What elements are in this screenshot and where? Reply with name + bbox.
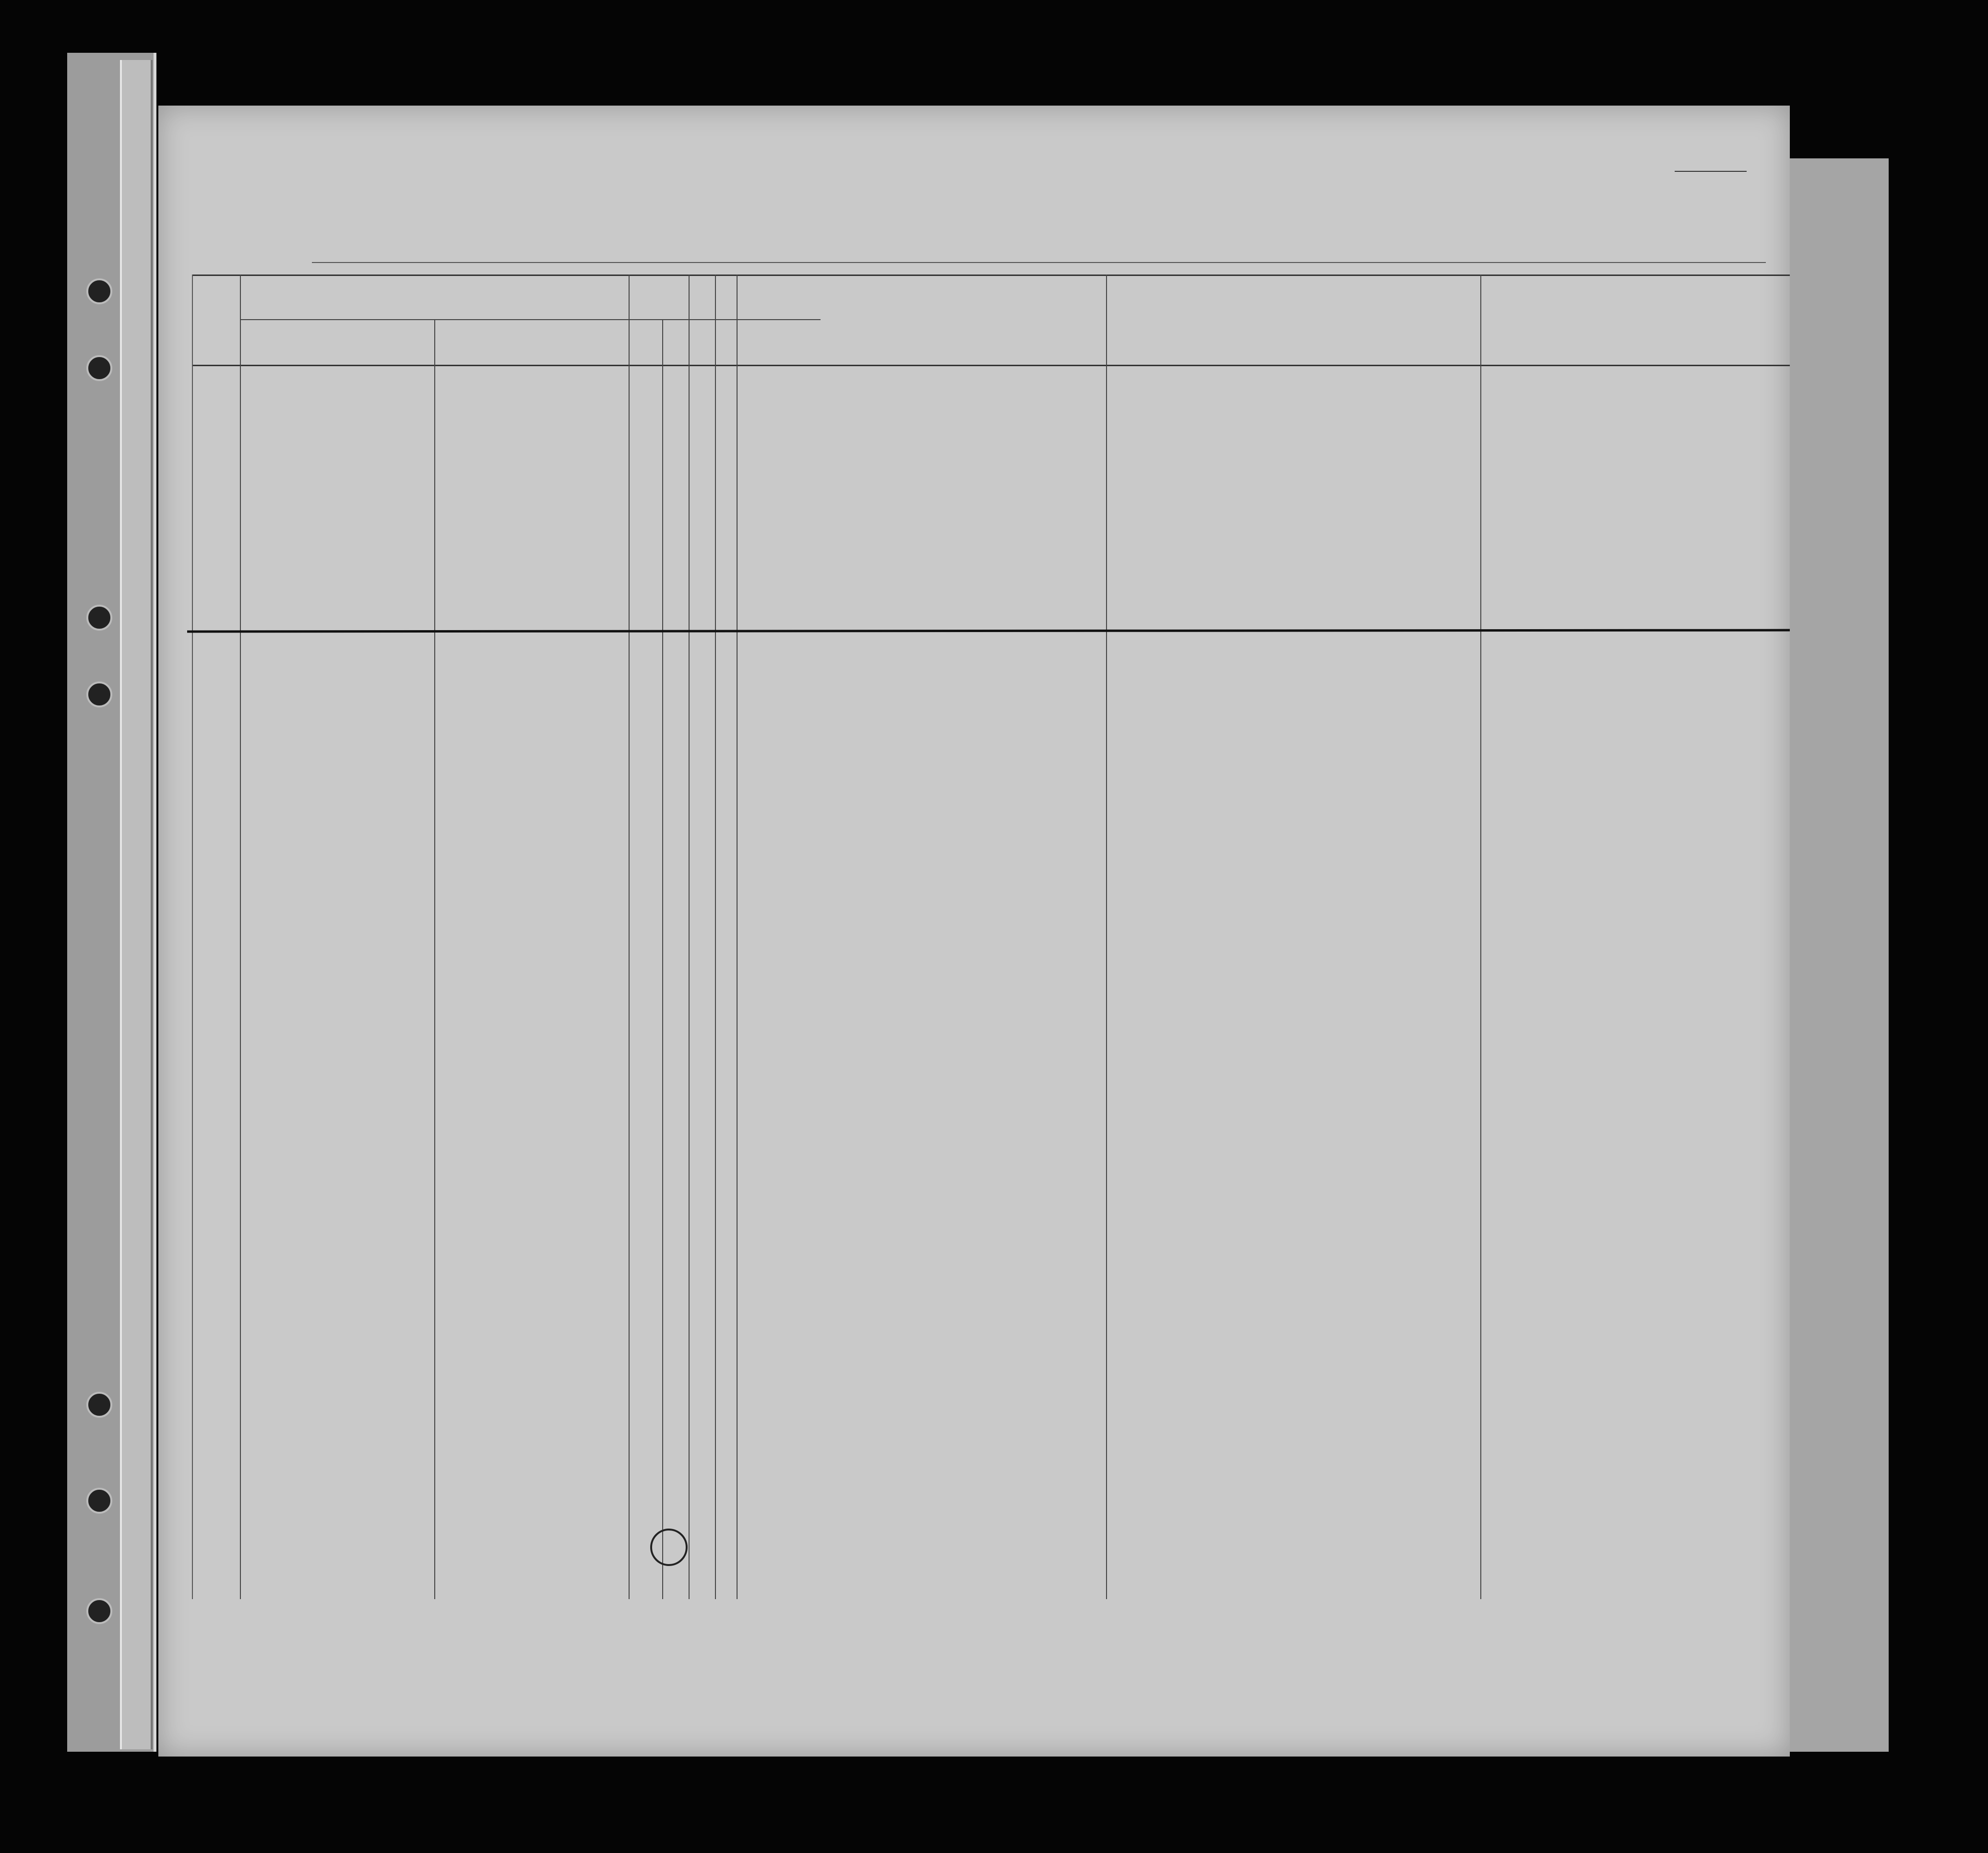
number-rule (1675, 171, 1747, 172)
subheader-rule (240, 319, 821, 320)
binder-hole (86, 1392, 112, 1418)
col-divider (1480, 275, 1481, 1599)
voyage-rule (312, 262, 1766, 263)
binder-hole (86, 605, 112, 631)
table-top-rule (192, 275, 1790, 276)
back-sheet (1775, 158, 1889, 1752)
table-left-edge (192, 275, 193, 1599)
binder-hole (86, 278, 112, 304)
col-divider (629, 275, 630, 1599)
line-7-strikethrough (187, 629, 1790, 633)
col-divider (715, 275, 716, 1599)
binder-hole (86, 1488, 112, 1514)
col-divider (240, 275, 241, 1599)
col-divider (737, 275, 738, 1599)
count-circle (650, 1529, 688, 1566)
binder-hole (86, 681, 112, 707)
manifest-page (158, 106, 1790, 1757)
binder-hole (86, 355, 112, 381)
binding-fold (120, 60, 153, 1749)
binder-hole (86, 1598, 112, 1624)
header-bottom-rule (192, 365, 1790, 366)
col-divider (1106, 275, 1107, 1599)
col-divider (434, 319, 435, 1599)
col-divider (662, 319, 663, 1599)
col-divider (689, 275, 690, 1599)
